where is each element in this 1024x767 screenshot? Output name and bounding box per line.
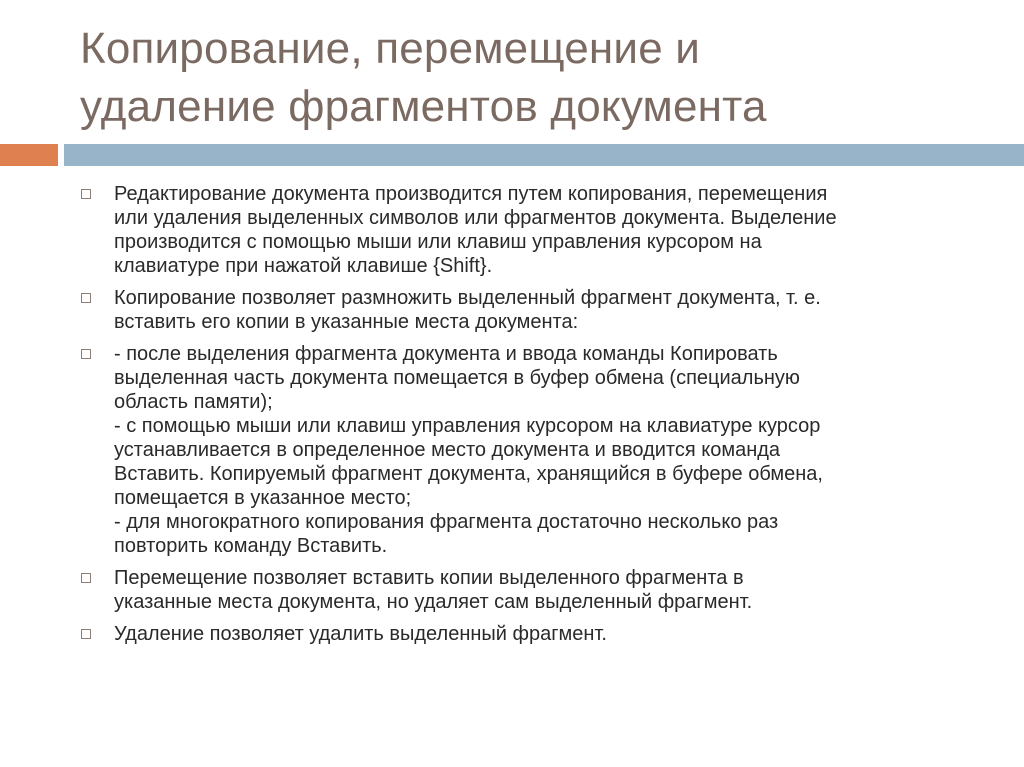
bullet-line: Копирование позволяет размножить выделенный фрагмент документа, т. е. <box>114 287 821 309</box>
slide-title-line-1: Копирование, перемещение и <box>80 24 701 73</box>
bullet-line: помещается в указанное место; <box>114 487 412 509</box>
bullet-line: устанавливается в определенное место документа и вводится команда <box>114 439 781 461</box>
bullet-item-copying-definition <box>76 286 956 334</box>
slide-bullet-list <box>76 182 956 646</box>
bullet-line: вставить его копии в указанные места документа: <box>114 311 579 333</box>
bullet-item-copying-steps <box>76 342 956 558</box>
hollow-square-bullet-icon <box>81 573 91 583</box>
hollow-square-bullet-icon <box>81 189 91 199</box>
bullet-line: Удаление позволяет удалить выделенный фрагмент. <box>114 623 607 645</box>
bullet-line: производится с помощью мыши или клавиш управления курсором на <box>114 231 762 253</box>
bullet-item-deleting <box>76 622 956 646</box>
slide-title-line-2: удаление фрагментов документа <box>80 82 767 131</box>
bullet-item-moving <box>76 566 956 614</box>
bullet-line: повторить команду Вставить. <box>114 535 388 557</box>
bullet-line: Вставить. Копируемый фрагмент документа, хранящийся в буфере обмена, <box>114 463 823 485</box>
bullet-line: - с помощью мыши или клавиш управления курсором на клавиатуре курсор <box>114 415 821 437</box>
bullet-line: Перемещение позволяет вставить копии выделенного фрагмента в <box>114 567 744 589</box>
bullet-line: - для многократного копирования фрагмента достаточно несколько раз <box>114 511 779 533</box>
bullet-line: клавиатуре при нажатой клавише {Shift}. <box>114 255 493 277</box>
hollow-square-bullet-icon <box>81 293 91 303</box>
bullet-item-editing <box>76 182 956 278</box>
orange-accent-bar <box>0 144 58 166</box>
bullet-line: - после выделения фрагмента документа и ввода команды Копировать <box>114 343 778 365</box>
hollow-square-bullet-icon <box>81 349 91 359</box>
slide-title <box>80 20 1000 136</box>
hollow-square-bullet-icon <box>81 629 91 639</box>
bullet-line: выделенная часть документа помещается в буфер обмена (специальную <box>114 367 800 389</box>
bullet-line: область памяти); <box>114 391 273 413</box>
bullet-line: указанные места документа, но удаляет сам выделенный фрагмент. <box>114 591 753 613</box>
blue-title-separator-bar <box>64 144 1024 166</box>
bullet-line: или удаления выделенных символов или фрагментов документа. Выделение <box>114 207 837 229</box>
bullet-line: Редактирование документа производится путем копирования, перемещения <box>114 183 828 205</box>
